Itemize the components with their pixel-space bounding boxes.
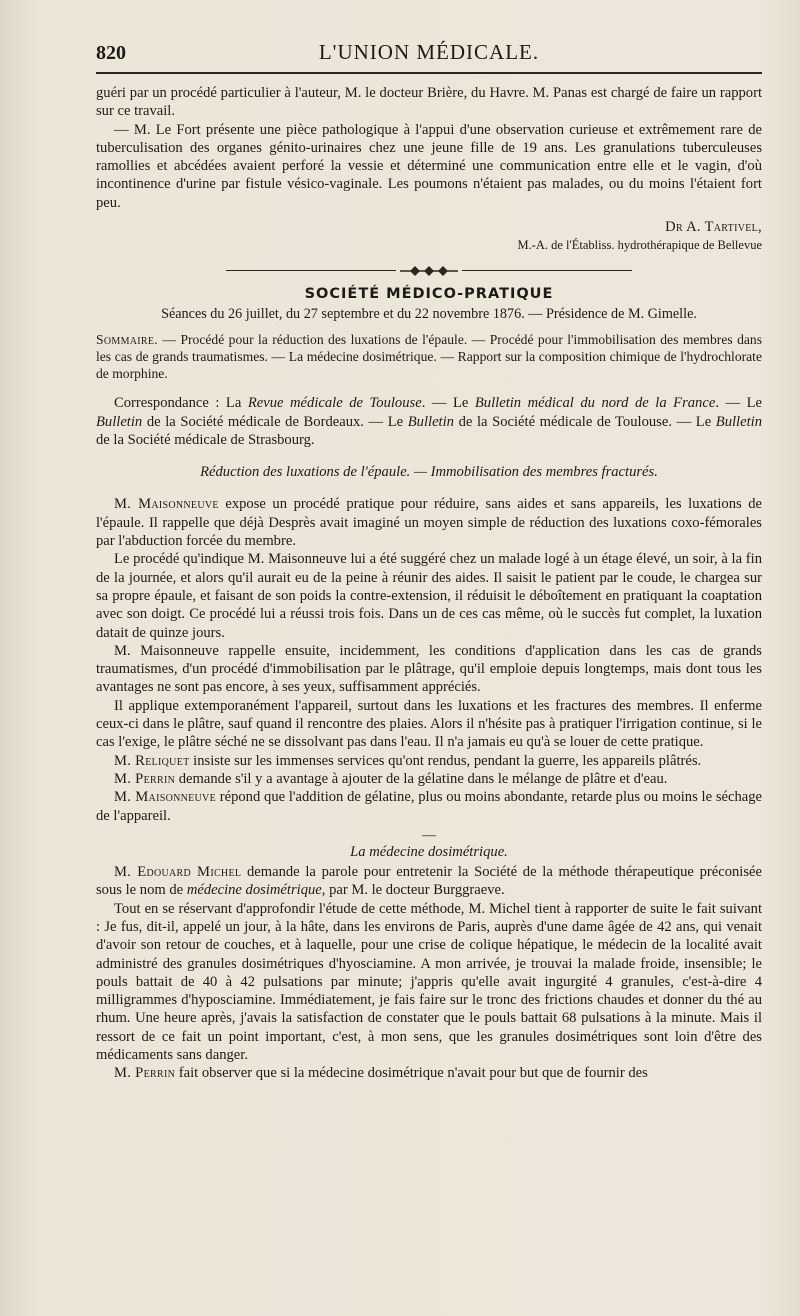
subheading-luxations: Réduction des luxations de l'épaule. — Immobilisation des membres fracturés. [200,464,658,481]
section-ornament [96,265,762,277]
corr-journal-3: Bulletin [96,413,143,430]
corr-sep-2: . — Le [715,395,762,412]
corr-sep-4: de la Société médicale de Toulouse. — Le [453,413,716,430]
summary-text: — Procédé pour la réduction des luxations de l'épaule. — Procédé pour l'immobilisation des membres dans les cas de grands traumatismes. — La médecine dosimétrique. — Rapport sur la composition chimique de l'hydrochlorate de morphine. [96,332,762,382]
speaker-name: M. Edouard Michel [114,864,242,881]
speaker-name: M. Perrin [114,1065,176,1082]
paragraph [96,642,762,697]
page-number: 820 [96,42,126,64]
paragraph-text: demande la parole pour entretenir la Société de la méthode thérapeutique préconisée sous le nom de [96,864,762,899]
corr-lead: Correspondance : La [114,395,248,412]
ornament-rule-left [226,270,396,271]
paragraphs-dosimetrique [96,863,762,1083]
paragraph-text: Tout en se réservant d'approfondir l'étude de cette méthode, M. Michel tient à rapporter de suite le fait suivant : Je fus, dit-il, appelé un jour, à la hâte, dans les environs de Paris, auprès d'une dame âgée de 42 ans, qui venait d'avoir son retour de couches, et à laquelle, pour une crise de colique hépatique, le médecin de la localité avait administré des granules dosimétriques d'hyosciamine. A mon arrivée, je trouvai la malade froide, insensible; le pouls battait de 40 à 42 pulsations par minute; j'appris qu'elle avait ingurgité 4 granules, c'est-à-dire 4 milligrammes d'hyposciamine. Immédiatement, je fais faire sur le tronc des frictions chaudes et donner du thé au rhum. Une heure après, j'avais la satisfaction de constater que le pouls battait 68 pulsations à la minute. Mais il ressort de ce fait un point important, c'est, à mon sens, que les granules dosimétriques sont loin d'être des médicaments sans danger. [96,900,762,1064]
section-dash: — [422,827,436,843]
ornament-diamonds-icon [400,265,458,277]
paragraphs-luxations [96,495,762,824]
paragraph [96,1064,762,1082]
intro-paragraph-1: guéri par un procédé particulier à l'auteur, M. le docteur Brière, du Havre. M. Panas est chargé de faire un rapport sur ce travail. [96,85,762,120]
paragraph-italic: médecine dosimétrique [186,882,322,899]
page-header [96,38,762,74]
paragraph [96,495,762,550]
corr-sep-3: de la Société médicale de Bordeaux. — Le [142,413,408,430]
session-line: Séances du 26 juillet, du 27 septembre et du 22 novembre 1876. — Présidence de M. Gimelle. [161,305,697,322]
paragraph-text: répond que l'addition de gélatine, plus ou moins abondante, retarde plus ou moins le séchage de l'appareil. [96,789,762,824]
paragraph [96,697,762,752]
paragraph [96,900,762,1065]
section-title: SOCIÉTÉ MÉDICO-PRATIQUE [304,285,554,302]
signature-block [96,218,762,255]
paragraph-text: demande s'il y a avantage à ajouter de la gélatine dans le mélange de plâtre et d'eau. [175,770,668,787]
speaker-name: M. Reliquet [114,752,190,769]
correspondance [96,394,762,449]
signature-role: M.-A. de l'Établiss. hydrothérapique de Bellevue [517,238,762,253]
paragraph-text: M. Maisonneuve rappelle ensuite, incidemment, les conditions d'application dans les cas de grands traumatismes, d'un procédé d'immobilisation par le plâtrage, qu'il emploie depuis longtemps, mais dont tous les avantages ne sont pas encore, à ses yeux, suffisamment appréciés. [96,642,762,696]
paragraph [96,863,762,900]
article-body [96,84,762,1083]
paragraph [96,788,762,825]
paragraph [96,752,762,770]
corr-journal-4: Bulletin [407,413,454,430]
speaker-name: M. Maisonneuve [114,789,216,806]
ornament-rule-right [462,270,632,271]
running-title: L'UNION MÉDICALE. [318,40,540,64]
paragraph-text: insiste sur les immenses services qu'ont rendus, pendant la guerre, les appareils plâtrés. [189,752,702,769]
corr-journal-2: Bulletin médical du nord de la France [474,395,716,412]
summary [96,331,762,382]
corr-sep-1: . — Le [421,395,475,412]
subheading-dosimetrique: La médecine dosimétrique. [350,843,508,860]
paragraph-text: Le procédé qu'indique M. Maisonneuve lui a été suggéré chez un malade logé à un étage élevé, un soir, à la fin de la journée, et alors qu'il aurait eu de la peine à réunir des aides. Il saisit le patient par le coude, le chargea sur sa propre épaule, et faisant de son poids la contre-extension, il réduisit le déboîtement en pratiquant la coaptation avec son doigt. Ce procédé lui a réussi trois fois. Dans un de ces cas même, où le succès fut complet, la luxation datait de quinze jours. [96,551,762,641]
paragraph-text: fait observer que si la médecine dosimétrique n'avait pour but que de fournir des [175,1065,648,1082]
signature-name: Dr A. Tartivel, [665,219,762,236]
paragraph [96,550,762,641]
corr-sep-5: de la Société médicale de Strasbourg. [96,431,315,448]
paragraph [96,770,762,788]
intro-paragraph-2: — M. Le Fort présente une pièce pathologique à l'appui d'une observation curieuse et extrêmement rare de tuberculisation des organes génito-urinaires chez une jeune fille de 19 ans. Les granulations tuberculeuses ramollies et abcédées avaient perforé la vessie et déterminé une communication entre elle et le vagin, d'où incontinence d'urine par fistule vésico-vaginale. Les poumons n'étaient pas malades, ou du moins l'étaient fort peu. [96,121,762,211]
corr-journal-1: Revue médicale de Toulouse [247,395,422,412]
summary-label: Sommaire. [96,332,158,348]
paragraph-text: expose un procédé pratique pour réduire, sans aides et sans appareils, les luxations de l'épaule. Il rappelle que déjà Desprès avait imaginé un moyen simple de réduction des luxations coxo-fémorales par l'abduction forcée du membre. [96,496,762,550]
speaker-name: M. Maisonneuve [114,496,219,513]
paragraph-tail: , par M. le docteur Burggraeve. [321,882,505,899]
paragraph-text: Il applique extemporanément l'appareil, surtout dans les luxations et les fractures des membres. Il enferme ceux-ci dans le plâtre, sauf quand il rencontre des plaies. Alors il n'hésite pas à pratiquer l'irrigation continue, si le cas l'exige, le plâtre séché ne se dissolvant pas dans l'eau. Il n'a jamais eu qu'à se louer de cette pratique. [96,697,762,751]
corr-journal-5: Bulletin [715,413,762,430]
speaker-name: M. Perrin [114,770,176,787]
